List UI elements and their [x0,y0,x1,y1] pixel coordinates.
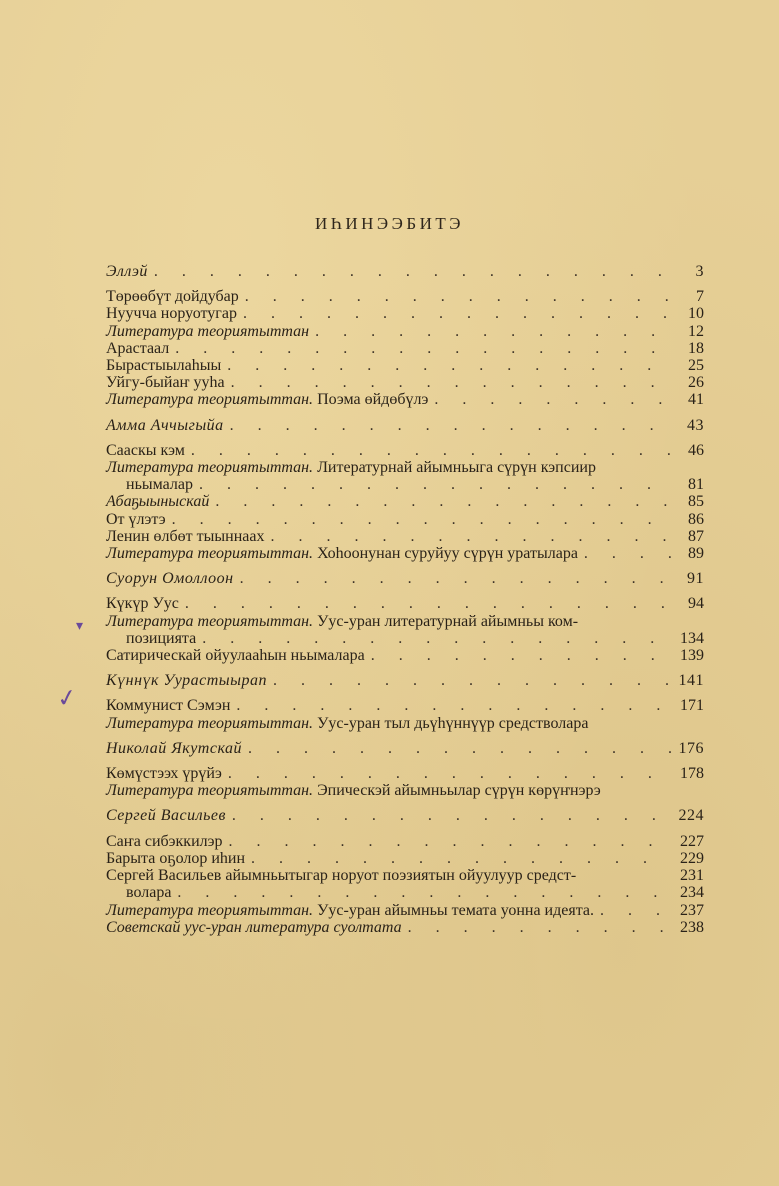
toc-entry-italic-prefix: Литература теориятыттан. [106,459,314,477]
toc-page-number: 87 [688,527,704,545]
toc-entry-title [106,613,578,630]
toc-entry-text: Төрөөбүт дойдубар [106,288,239,306]
toc-page-number: 238 [680,918,704,936]
toc-entry-text: Коммунист Сэмэн [106,697,231,715]
toc-entry[interactable] [106,765,704,782]
toc-entry-text: Уус-уран тыл дьүһүннүүр средстволара [317,714,589,732]
dot-leader [172,511,672,528]
toc-entry[interactable] [106,697,704,714]
toc-entry-text: Күкүр Уус [106,595,179,613]
toc-entry[interactable] [106,595,704,612]
toc-entry-text: Сатирическай ойуулааһын ньымалара [106,647,365,665]
toc-entry-title [106,919,402,936]
checkmark-icon: ✓ [54,682,80,714]
toc-page-number: 178 [680,765,704,783]
dot-leader [240,570,672,587]
toc-entry-title [126,476,193,493]
dot-leader [315,323,672,340]
toc-section[interactable] [106,263,704,280]
toc-entry-title [106,545,578,562]
toc-entry-text: Ленин өлбөт тыыннаах [106,527,265,545]
dot-leader [227,357,672,374]
dot-leader [434,391,672,408]
toc-entry-italic-prefix: Литература теориятыттан. [106,901,314,919]
toc-page-number: 176 [678,739,704,757]
toc-entry[interactable] [106,782,704,799]
toc-entry[interactable] [106,884,704,901]
dot-leader [584,545,672,562]
dot-leader [228,833,672,850]
dot-leader [177,884,672,901]
dot-leader [202,630,672,647]
toc-entry-italic-prefix: Литература теориятыттан. [106,714,314,732]
toc-page-number: 141 [678,672,704,690]
toc-entry[interactable] [106,374,704,391]
toc-entry-text: Барыта оҕолор иһин [106,849,246,867]
dot-leader [191,442,672,459]
toc-page-number: 41 [688,391,704,409]
toc-entry-italic-prefix: Литература теориятыттан [106,322,310,340]
toc-entry-title [106,374,225,391]
toc-entry-title [106,740,242,757]
toc-entry-title [106,442,185,459]
toc-entry-italic-title: Абаҕыыныскай [106,493,210,511]
toc-page-number: 43 [687,416,704,434]
dot-leader [371,647,672,664]
margin-mark-icon: ▾ [76,618,84,634]
toc-entry[interactable] [106,305,704,322]
toc-page-number: 91 [687,570,704,588]
toc-entry-text: Арастаал [106,339,170,357]
toc-entry-title [106,391,428,408]
toc-entry-title [106,850,245,867]
page-title: ИҺИНЭЭБИТЭ [315,214,464,233]
toc-entry[interactable] [106,715,704,732]
toc-entry-title [106,902,594,919]
toc-page-number: 227 [680,832,704,850]
toc-page-number: 10 [688,305,704,323]
toc-entry[interactable] [106,340,704,357]
toc-page-number: 229 [680,849,704,867]
toc-entry[interactable] [106,493,704,510]
dot-leader [245,288,672,305]
toc-entry-italic-prefix: Литература теориятыттан. [106,782,314,800]
toc-entry-text: Николай Якутскай [106,739,243,757]
dot-leader [251,850,672,867]
toc-entry-title [106,417,224,434]
toc-entry-text: Күннүк Уурастыырап [106,672,267,690]
toc-entry-text: Амма Аччыгыйа [106,416,224,434]
toc-page-number: 224 [678,807,704,825]
dot-leader [175,340,672,357]
toc-entry[interactable] [106,902,704,919]
toc-entry[interactable] [106,528,704,545]
toc-entry-text: Литературнай айымньыга сүрүн кэпсиир [317,459,596,477]
toc-page-number: 231 [680,867,704,885]
toc-entry-italic-prefix: Литература теориятыттан. [106,545,314,563]
toc-entry-text: Сергей Васильев [106,807,226,825]
toc-entry-text: Бырастыылаһыы [106,357,222,375]
toc-entry-text: От үлэтэ [106,510,166,528]
toc-entry-title [106,765,222,782]
toc-entry-title [106,807,226,824]
dot-leader [248,740,672,757]
toc-page-number: 171 [680,697,704,715]
toc-entry[interactable] [106,357,704,374]
toc-page-number: 86 [688,510,704,528]
toc-entry-title [106,340,169,357]
dot-leader [270,528,672,545]
dot-leader [230,417,672,434]
toc-section[interactable] [106,807,704,824]
toc-entry-text: волара [126,884,172,902]
dot-leader [232,807,672,824]
toc-entry-title [106,511,166,528]
toc-page-number: 94 [688,595,704,613]
toc-entry-title [106,493,209,510]
dot-leader [408,919,672,936]
toc-entry-title [106,323,309,340]
toc-entry-text: позицията [126,629,197,647]
toc-entry-text: Суорун Омоллоон [106,570,234,588]
toc-page-number: 18 [688,339,704,357]
toc-page-number: 25 [688,357,704,375]
toc-entry-title [106,867,576,884]
toc-entry-title [126,884,171,901]
toc-entry[interactable] [106,833,704,850]
toc-section[interactable] [106,672,704,689]
toc-entry-title [106,697,230,714]
toc-entry-title [106,782,601,799]
toc-page-number: 81 [688,476,704,494]
toc-page-number: 3 [695,263,704,280]
toc-entry-text: ньымалар [126,476,193,494]
toc-entry-title [106,305,237,322]
dot-leader [600,902,672,919]
toc-entry-title [106,595,179,612]
toc-section[interactable] [106,740,704,757]
toc-page-number: 89 [688,545,704,563]
toc-entry-text: Уйгу-быйаҥ ууһа [106,374,225,392]
toc-entry-title [106,833,222,850]
toc-entry-title [106,288,239,305]
toc-entry-title [106,528,264,545]
toc-entry[interactable] [106,323,704,340]
toc-section[interactable] [106,570,704,587]
toc-entry[interactable] [106,630,704,647]
toc-entry-title [106,570,234,587]
toc-section[interactable] [106,417,704,434]
dot-leader [215,493,672,510]
toc-entry-title [106,357,221,374]
toc-entry-text: Эпическэй айымньылар сүрүн көрүҥнэрэ [317,782,601,800]
toc-page-number: 7 [696,288,704,306]
toc-entry[interactable] [106,511,704,528]
toc-page-number: 12 [688,322,704,340]
toc-entry-title [106,647,365,664]
toc-entry[interactable] [106,391,704,408]
toc-entry[interactable] [106,442,704,459]
dot-leader [273,672,672,689]
table-of-contents [106,263,704,936]
toc-page-number: 26 [688,374,704,392]
dot-leader [154,263,672,280]
toc-page-number: 234 [680,884,704,902]
toc-page-number: 237 [680,901,704,919]
toc-entry-text: Нуучча норуотугар [106,305,237,323]
toc-entry-italic-prefix: Литература теориятыттан. [106,612,314,630]
toc-entry-text: Хоһоонунан суруйуу сүрүн уратылара [317,545,578,563]
toc-entry-text: Саҥа сибэккилэр [106,832,223,850]
toc-page-number: 46 [688,441,704,459]
dot-leader [231,374,672,391]
toc-entry[interactable] [106,476,704,493]
toc-entry[interactable] [106,867,704,884]
toc-page-number: 134 [680,629,704,647]
dot-leader [185,595,672,612]
toc-entry-text: Сергей Васильев айымньытыгар норуот поэзиятын ойуулуур средст- [106,867,577,885]
dot-leader [243,305,672,322]
toc-page-number: 85 [688,493,704,511]
dot-leader [199,476,672,493]
toc-entry-title [106,459,596,476]
toc-entry[interactable] [106,613,704,630]
dot-leader [236,697,672,714]
toc-entry-italic-prefix: Литература теориятыттан. [106,391,314,409]
toc-entry[interactable] [106,288,704,305]
toc-entry-title [106,672,267,689]
toc-entry-title [126,630,196,647]
toc-entry-title [106,263,148,280]
toc-entry[interactable] [106,545,704,562]
toc-page-number: 139 [680,647,704,665]
toc-entry-text: Сааскы кэм [106,441,185,459]
toc-entry-text: Уус-уран айымньы темата уонна идеята. [317,901,594,919]
toc-entry-text: Поэма өйдөбүлэ [317,391,429,409]
dot-leader [228,765,672,782]
toc-entry[interactable] [106,647,704,664]
toc-entry-text: Көмүстээх үрүйэ [106,765,222,783]
toc-entry[interactable] [106,850,704,867]
toc-entry-title [106,715,588,732]
toc-entry-text: Уус-уран литературнай айымньы ком- [317,612,579,630]
toc-entry[interactable] [106,459,704,476]
toc-entry-italic-title: Советскай уус-уран литература суолтата [106,918,402,936]
toc-entry-text: Эллэй [106,263,148,280]
toc-entry[interactable] [106,919,704,936]
